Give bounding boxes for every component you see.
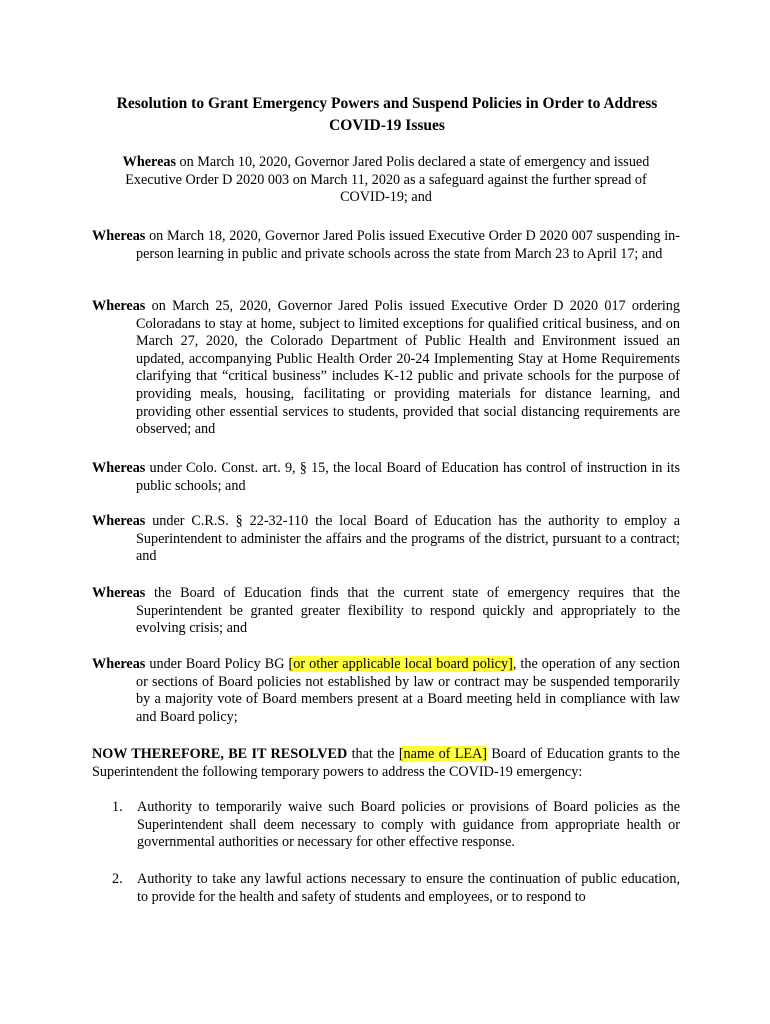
whereas-label: Whereas — [122, 154, 176, 170]
whereas-paragraph-1 — [100, 154, 672, 207]
whereas-paragraph-4 — [92, 460, 680, 495]
document-title: Resolution to Grant Emergency Powers and Suspend Policies in Order to Address COVID-19 Issues — [116, 95, 658, 134]
list-item-2 — [112, 871, 680, 906]
list-item-1 — [112, 799, 680, 852]
paragraph-text: the Board of Education finds that the current state of emergency requires that the Superintendent be granted greater flexibility to respond quickly and appropriately to the evolving crisis; and — [136, 585, 680, 637]
whereas-paragraph-2 — [92, 228, 680, 263]
whereas-label: Whereas — [92, 513, 146, 529]
whereas-paragraph-7 — [92, 656, 680, 726]
paragraph-text: on March 10, 2020, Governor Jared Polis declared a state of emergency and issued Executive Order D 2020 003 on March 11, 2020 as a safeguard against the further spread of COVID-19; and — [125, 154, 650, 206]
paragraph-text: on March 18, 2020, Governor Jared Polis issued Executive Order D 2020 007 suspending in-person learning in public and private schools across the state from March 23 to April 17; and — [136, 228, 680, 262]
resolved-label: NOW THEREFORE, BE IT RESOLVED — [92, 746, 348, 762]
whereas-label: Whereas — [92, 228, 146, 244]
whereas-label: Whereas — [92, 298, 146, 314]
paragraph-text: under C.R.S. § 22-32-110 the local Board of Education has the authority to employ a Superintendent to administer the affairs and the programs of the district, pursuant to a contract; and — [136, 513, 680, 565]
list-item-text: Authority to temporarily waive such Board policies or provisions of Board policies as the Superintendent shall deem necessary to comply with guidance from appropriate health or governmental authorities or necessary for other effective response. — [137, 799, 680, 851]
paragraph-text: on March 25, 2020, Governor Jared Polis issued Executive Order D 2020 017 ordering Coloradans to stay at home, subject to limited exceptions for qualified critical business, and on March 27, 2020, the Colorado Department of Public Health and Environment issued an updated, accompanying Public Health Order 20-24 Implementing Stay at Home Requirements clarifying that “critical business” includes K-12 public and private schools for the purpose of providing meals, housing, facilitating or providing materials for distance learning, and providing other essential services to students, provided that social distancing requirements are observed; and — [136, 298, 680, 438]
resolved-paragraph — [92, 746, 680, 781]
whereas-paragraph-5 — [92, 513, 680, 566]
whereas-label: Whereas — [92, 585, 146, 601]
whereas-paragraph-3 — [92, 298, 680, 439]
whereas-label: Whereas — [92, 656, 146, 672]
whereas-label: Whereas — [92, 460, 146, 476]
highlighted-placeholder: [name of LEA] — [398, 746, 488, 762]
paragraph-text: Board of Education grants to the Superintendent the following temporary powers to address the COVID-19 emergency: — [92, 746, 680, 780]
paragraph-text: that the — [347, 746, 399, 762]
list-number: 2. — [112, 871, 123, 887]
list-number: 1. — [112, 799, 123, 815]
highlighted-placeholder: [or other applicable local board policy] — [288, 656, 513, 672]
paragraph-text: under Colo. Const. art. 9, § 15, the local Board of Education has control of instruction in its public schools; and — [136, 460, 680, 494]
whereas-paragraph-6 — [92, 585, 680, 638]
list-item-text: Authority to take any lawful actions necessary to ensure the continuation of public education, to provide for the health and safety of students and employees, or to respond to — [137, 871, 680, 905]
paragraph-text: under Board Policy BG — [145, 656, 289, 672]
paragraph-text: , the operation of any section or sections of Board policies not established by law or contract may be suspended temporarily by a majority vote of Board members present at a Board meeting held in compliance with law and Board policy; — [136, 656, 680, 725]
